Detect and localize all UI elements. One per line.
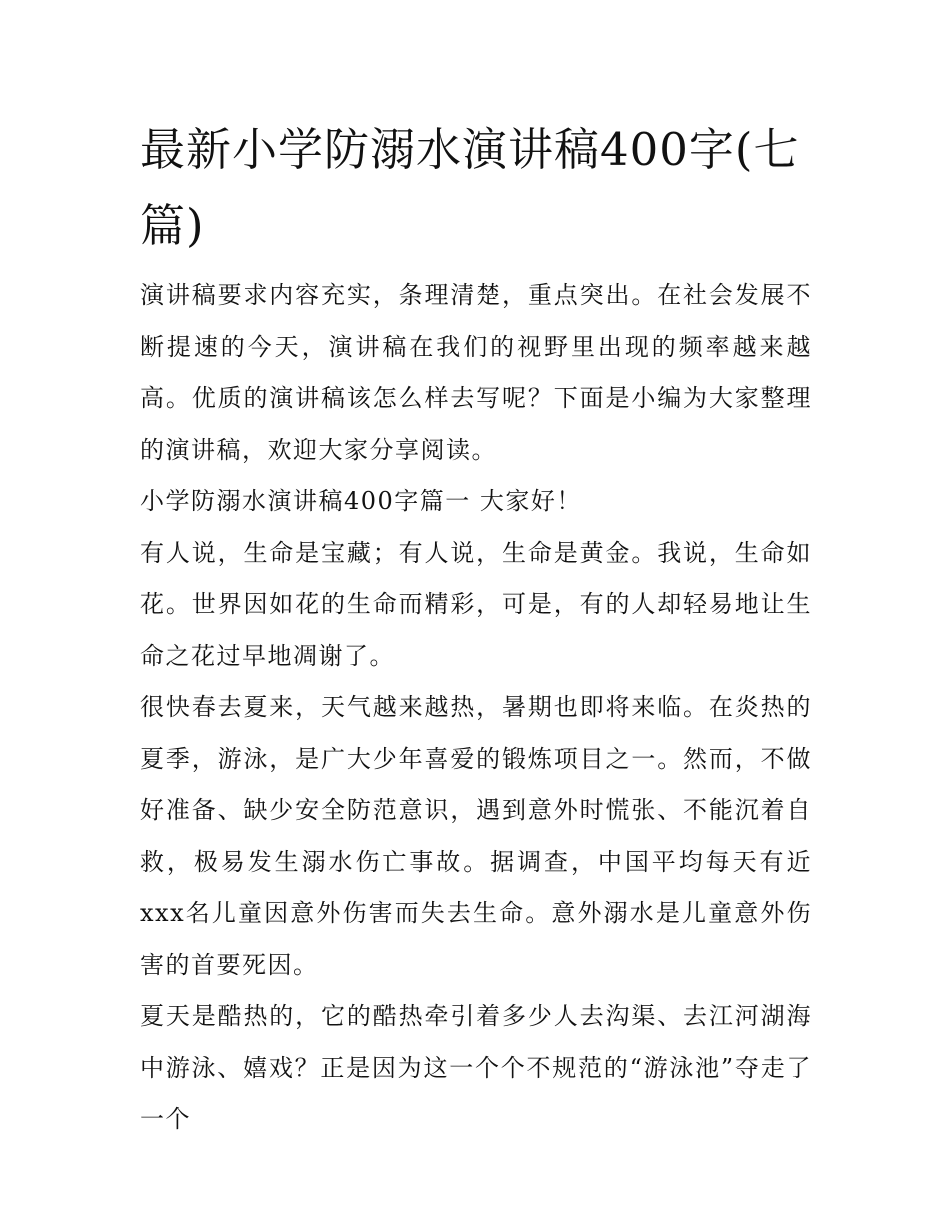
document-body	[140, 112, 812, 1146]
paragraph-intro: 演讲稿要求内容充实，条理清楚，重点突出。在社会发展不断提速的今天，演讲稿在我们的视野里出现的频率越来越高。优质的演讲稿该怎么样去写呢？下面是小编为大家整理的演讲稿，欢迎大家分享阅读。	[140, 281, 812, 464]
paragraph-life-flower: 有人说，生命是宝藏；有人说，生命是黄金。我说，生命如花。世界因如花的生命而精彩，可是，有的人却轻易地让生命之花过早地凋谢了。	[140, 538, 812, 670]
paragraph-speech-heading: 小学防溺水演讲稿400字篇一 大家好！	[140, 487, 582, 515]
paragraph-hot-summer: 夏天是酷热的，它的酷热牵引着多少人去沟渠、去江河湖海中游泳、嬉戏？正是因为这一个个不规范的“游泳池”夺走了一个	[140, 1002, 812, 1133]
document-title: 最新小学防溺水演讲稿400字(七篇)	[140, 123, 800, 252]
paragraph-summer-swimming: 很快春去夏来，天气越来越热，暑期也即将来临。在炎热的夏季，游泳，是广大少年喜爱的锻炼项目之一。然而，不做好准备、缺少安全防范意识，遇到意外时慌张、不能沉着自救，极易发生溺水伤亡事故。据调查，中国平均每天有近xxx名儿童因意外伤害而失去生命。意外溺水是儿童意外伤害的首要死因。	[140, 693, 812, 979]
